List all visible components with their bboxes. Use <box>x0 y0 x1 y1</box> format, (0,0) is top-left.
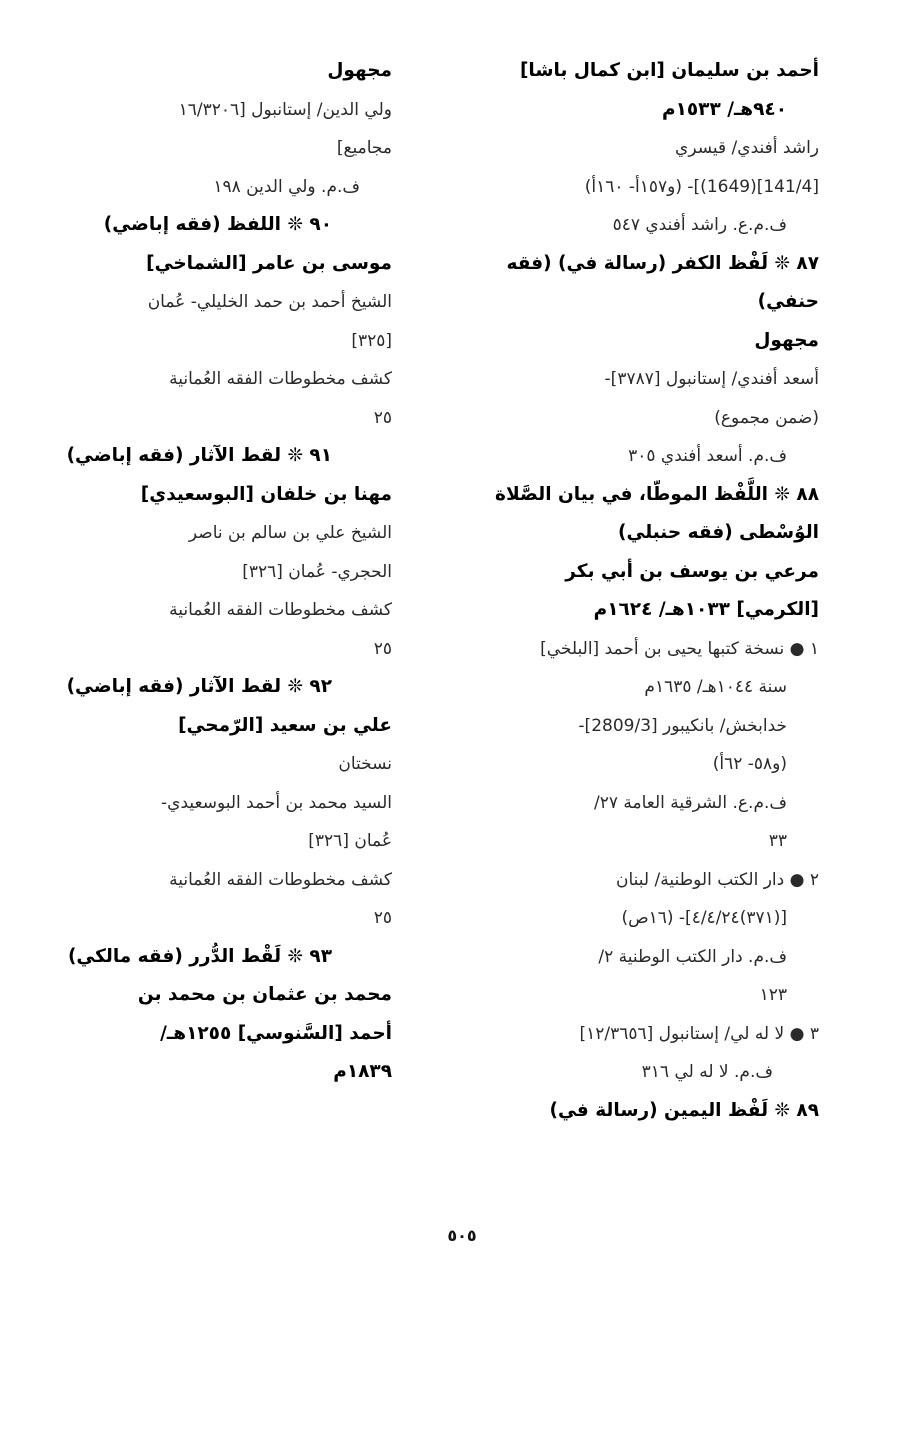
copy-1-catalog: ف.م.ع. الشرقية العامة ٢٧/ <box>593 792 787 813</box>
entry-89-location: ولي الدين/ إستانبول [١٦/٣٢٠٦ <box>178 99 392 120</box>
author-dates: ٩٤٠هـ/ ١٥٣٣م <box>662 98 787 120</box>
copy-1-date: سنة ١٠٤٤هـ/ ١٦٣٥م <box>644 677 787 697</box>
entry-89-title: ٨٩ ❊ لَفْظ اليمين (رسالة في) <box>549 1099 819 1121</box>
entry-92-author: علي بن سعيد [الرّمحي] <box>178 714 392 736</box>
page-number: ٥٠٥ <box>447 1226 477 1245</box>
entry-90-author: موسى بن عامر [الشماخي] <box>146 252 392 274</box>
entry-87-note: (ضمن مجموع) <box>714 407 819 428</box>
copy-1-catalog-cont: ٣٣ <box>768 831 787 851</box>
entry-87-author: مجهول <box>754 329 819 351</box>
entry-90-location-cont: [٣٢٥] <box>351 330 392 351</box>
entry-91-title: ٩١ ❊ لقط الآثار (فقه إباضي) <box>66 445 332 466</box>
entry-92-copies: نسختان <box>338 754 392 774</box>
manuscript-shelfmark: [141/4](1649)]- (و١٥٧أ- ١٦٠أ) <box>584 176 819 197</box>
entry-88-author-cont: [الكرمي] ١٠٣٣هـ/ ١٦٢٤م <box>593 599 819 620</box>
entry-89-location-cont: مجاميع] <box>336 138 392 158</box>
entry-90-location: الشيخ أحمد بن حمد الخليلي- عُمان <box>147 292 392 312</box>
entry-87-title: ٨٧ ❊ لَفْظ الكفر (رسالة في) (فقه <box>506 252 819 274</box>
entry-93-title: ٩٣ ❊ لَقْط الدُّرر (فقه مالكي) <box>67 945 332 967</box>
entry-89-catalog: ف.م. ولي الدين ١٩٨ <box>213 176 360 197</box>
entry-91-location-cont: الحجري- عُمان [٣٢٦] <box>242 561 392 582</box>
entry-91-author: مهنا بن خلفان [البوسعيدي] <box>140 483 392 505</box>
entry-92-location: السيد محمد بن أحمد البوسعيدي- <box>161 792 392 813</box>
manuscript-location: راشد أفندي/ قيسري <box>675 138 819 158</box>
copy-2-catalog-cont: ١٢٣ <box>759 985 787 1005</box>
entry-87-catalog: ف.م. أسعد أفندي ٣٠٥ <box>628 446 787 466</box>
entry-92-catalog-page: ٢٥ <box>373 908 392 928</box>
entry-88-author: مرعي بن يوسف بن أبي بكر <box>565 560 819 582</box>
entry-90-catalog: كشف مخطوطات الفقه العُمانية <box>169 369 392 389</box>
catalog-reference: ف.م.ع. راشد أفندي ٥٤٧ <box>612 215 787 235</box>
right-column <box>474 52 819 1130</box>
entry-92-title: ٩٢ ❊ لقط الآثار (فقه إباضي) <box>66 676 332 697</box>
entry-92-location-cont: عُمان [٣٢٦] <box>308 831 392 851</box>
entry-88-title-cont: الوُسْطى (فقه حنبلي) <box>618 522 819 543</box>
copy-1-description: ١ ● نسخة كتبها يحيى بن أحمد [البلخي] <box>540 638 819 659</box>
entry-90-catalog-page: ٢٥ <box>373 407 392 428</box>
entry-89-author: مجهول <box>327 60 392 81</box>
entry-93-author: محمد بن عثمان بن محمد بن <box>137 984 392 1005</box>
author-name: أحمد بن سليمان [ابن كمال باشا] <box>519 60 819 81</box>
copy-3-location: ٣ ● لا له لي/ إستانبول [١٢/٣٦٥٦] <box>579 1023 819 1044</box>
entry-93-author-cont: أحمد [السَّنوسي] ١٢٥٥هـ/ <box>160 1022 392 1044</box>
copy-1-location: خدابخش/ بانكيبور [2809/3]- <box>578 715 787 736</box>
entry-91-catalog-page: ٢٥ <box>373 638 392 659</box>
copy-2-catalog: ف.م. دار الكتب الوطنية ٢/ <box>598 946 787 967</box>
entry-87-location: أسعد أفندي/ إستانبول [٣٧٨٧]- <box>604 369 819 389</box>
entry-87-title-cont: حنفي) <box>757 291 819 312</box>
entry-93-author-dates: ١٨٣٩م <box>333 1061 392 1082</box>
entry-88-title: ٨٨ ❊ اللَّفْظ الموطّا، في بيان الصَّلاة <box>495 483 819 505</box>
entry-90-title: ٩٠ ❊ اللفظ (فقه إباضي) <box>103 214 332 235</box>
entry-91-location: الشيخ علي بن سالم بن ناصر <box>188 523 392 543</box>
copy-2-location: ٢ ● دار الكتب الوطنية/ لبنان <box>615 869 819 890</box>
copy-3-catalog: ف.م. لا له لي ٣١٦ <box>641 1062 773 1082</box>
entry-92-catalog: كشف مخطوطات الفقه العُمانية <box>169 869 392 890</box>
left-column <box>66 52 392 1092</box>
copy-2-shelfmark: [(٣٧١)٤/٤/٢٤]- (١٦ص) <box>621 908 787 928</box>
entry-91-catalog: كشف مخطوطات الفقه العُمانية <box>169 600 392 620</box>
copy-1-folios: (و٥٨- ٦٢أ) <box>712 754 787 774</box>
